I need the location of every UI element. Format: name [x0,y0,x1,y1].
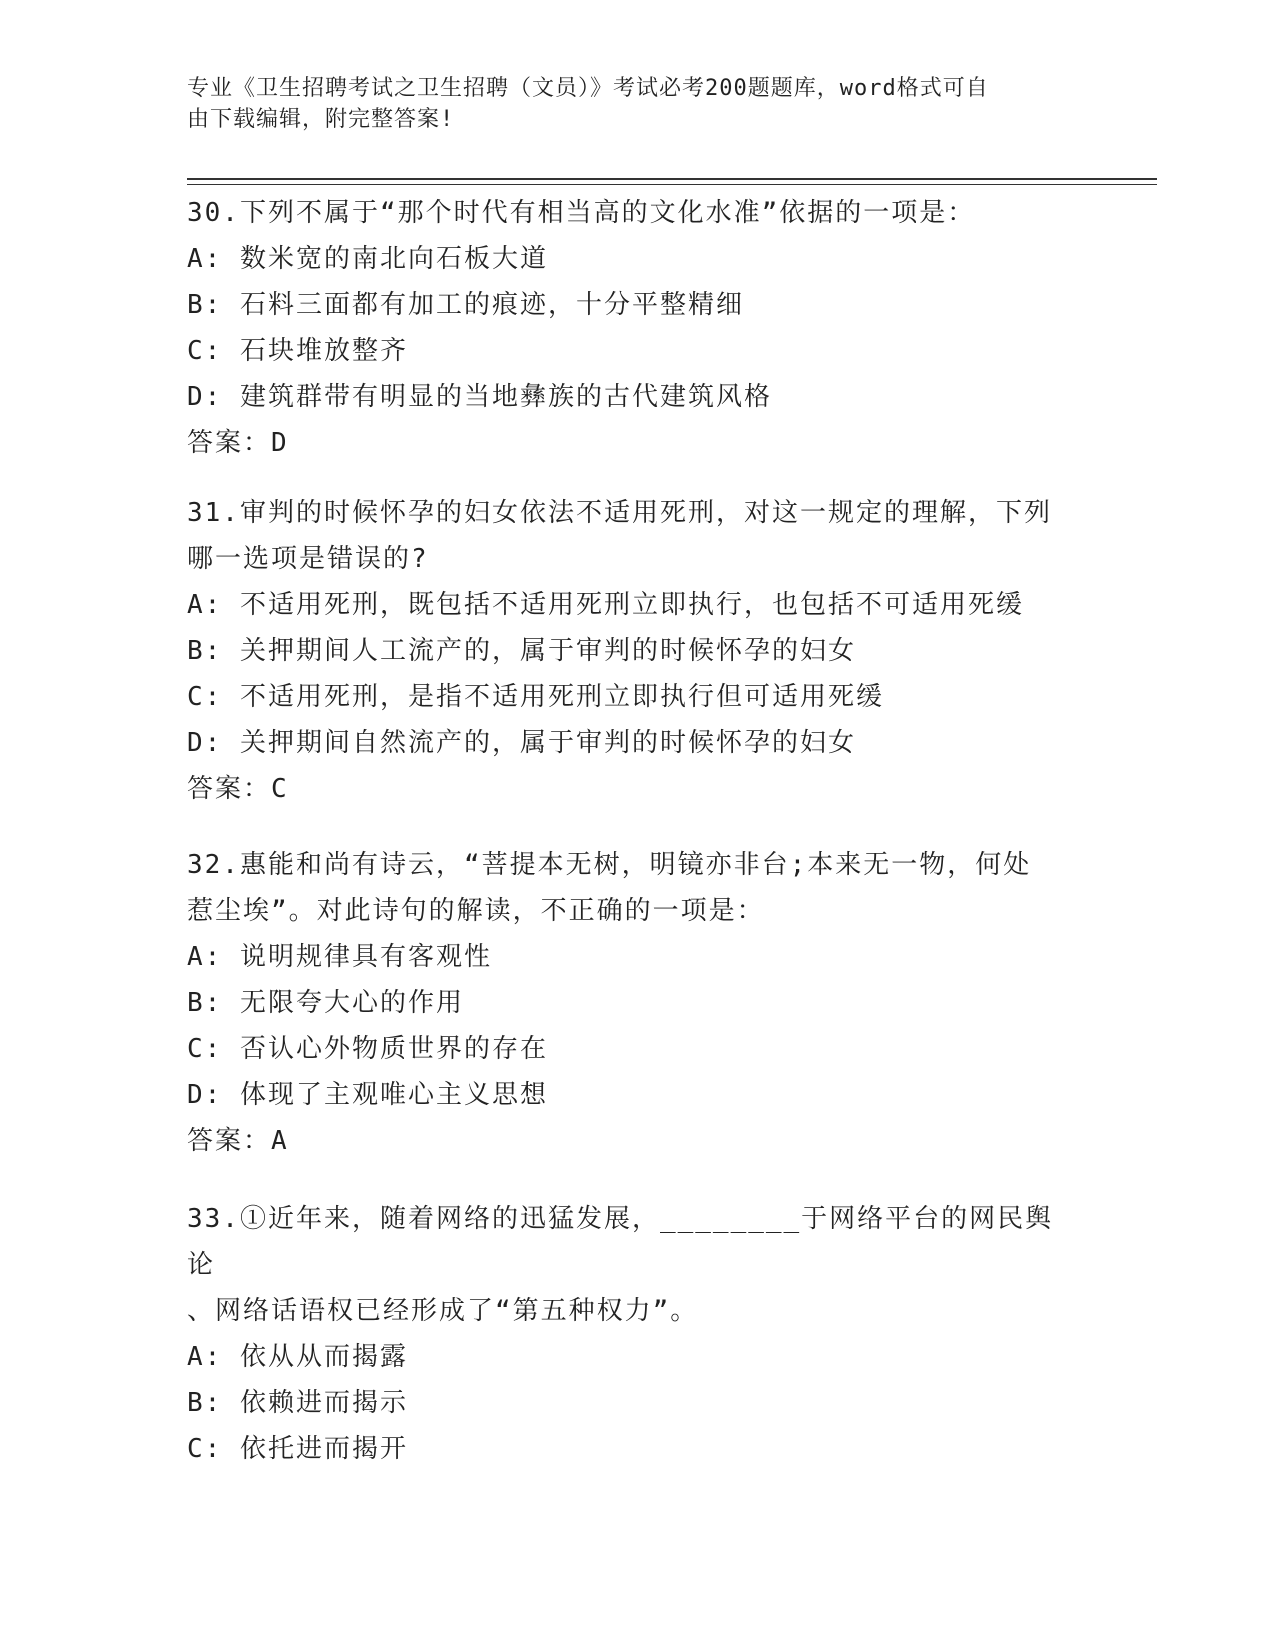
answer-line [187,766,1067,812]
option-b: B: 石料三面都有加工的痕迹，十分平整精细 [187,290,744,320]
answer-label: 答案： [187,1126,272,1156]
option-d: D: 关押期间自然流产的，属于审判的时候怀孕的妇女 [187,728,856,758]
question-stem-line-1: 32.惠能和尚有诗云，“菩提本无树，明镜亦非台;本来无一物，何处 [187,850,1032,880]
question-32 [187,842,1067,1164]
header-divider-thick [187,178,1157,180]
answer-line [187,1118,1067,1164]
option-c: C: 石块堆放整齐 [187,336,408,366]
answer-value: C [271,774,289,804]
question-33 [187,1196,1067,1472]
option-a: A: 不适用死刑，既包括不适用死刑立即执行，也包括不可适用死缓 [187,590,1024,620]
option-c: C: 否认心外物质世界的存在 [187,1034,548,1064]
option-a: A: 说明规律具有客观性 [187,942,492,972]
question-stem: 30.下列不属于“那个时代有相当高的文化水准”依据的一项是： [187,198,976,228]
header-divider-thin [187,184,1157,185]
question-stem-line-1: 31.审判的时候怀孕的妇女依法不适用死刑，对这一规定的理解，下列 [187,498,1052,528]
question-stem-line-1: 33.①近年来，随着网络的迅猛发展，________于网络平台的网民舆论 [187,1204,1054,1280]
option-d: D: 体现了主观唯心主义思想 [187,1080,548,1110]
document-header [187,73,1067,135]
question-stem-line-2: 哪一选项是错误的? [187,544,429,574]
option-c: C: 不适用死刑，是指不适用死刑立即执行但可适用死缓 [187,682,884,712]
answer-value: A [271,1126,289,1156]
option-a: A: 数米宽的南北向石板大道 [187,244,548,274]
header-line-2: 由下载编辑，附完整答案! [187,107,455,132]
answer-label: 答案： [187,428,272,458]
question-stem-line-2: 惹尘埃”。对此诗句的解读，不正确的一项是： [187,896,765,926]
option-b: B: 无限夸大心的作用 [187,988,464,1018]
option-b: B: 关押期间人工流产的，属于审判的时候怀孕的妇女 [187,636,856,666]
option-c: C: 依托进而揭开 [187,1434,408,1464]
option-a: A: 依从从而揭露 [187,1342,408,1372]
question-stem-line-2: 、网络话语权已经形成了“第五种权力”。 [187,1296,699,1326]
answer-value: D [271,428,289,458]
question-30 [187,190,1067,466]
answer-line [187,420,1067,466]
option-b: B: 依赖进而揭示 [187,1388,408,1418]
answer-label: 答案： [187,774,272,804]
option-d: D: 建筑群带有明显的当地彝族的古代建筑风格 [187,382,772,412]
header-line-1: 专业《卫生招聘考试之卫生招聘（文员）》考试必考200题题库，word格式可自 [187,76,989,101]
question-31 [187,490,1067,812]
